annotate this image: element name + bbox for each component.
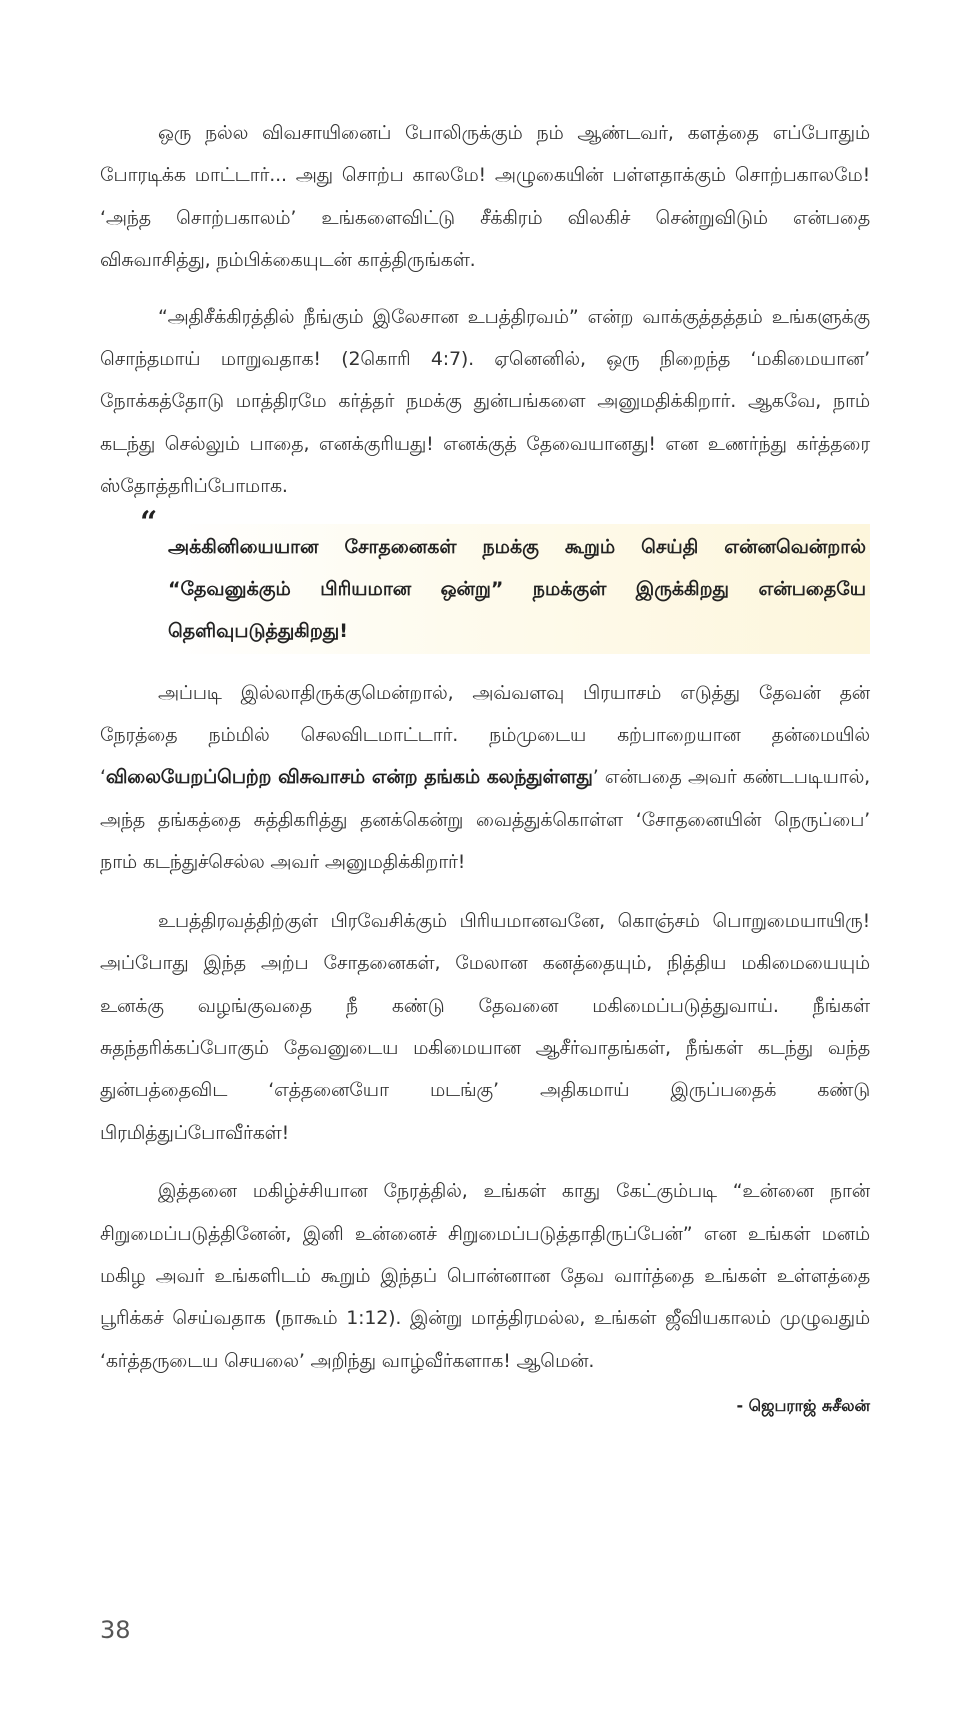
paragraph-3 xyxy=(100,672,870,884)
page-content xyxy=(100,112,870,1417)
paragraph-3-start: அப்படி இல்லாதிருக்குமென்றால், அவ்வளவு பிரயாசம் எடுத்து தேவன் தன் நேரத்தை நம்மில் செலவிடமாட்டார். நம்முடைய கற்பாறையான தன்மையில் ‘ xyxy=(100,681,870,789)
pull-quote-text: அக்கினியையான சோதனைகள் நமக்கு கூறும் செய்தி என்னவென்றால் “தேவனுக்கும் பிரியமான ஒன்று” நமக்குள் இருக்கிறது என்பதையே தெளிவுபடுத்துகிறது! xyxy=(164,524,870,654)
paragraph-3-emphasis: விலையேறப்பெற்ற விசுவாசம் என்ற தங்கம் கலந்துள்ளது xyxy=(105,766,593,789)
pull-quote xyxy=(100,504,870,654)
author-signature: - ஜெபராஜ் சுசீலன் xyxy=(736,1396,870,1416)
paragraph-4: உபத்திரவத்திற்குள் பிரவேசிக்கும் பிரியமானவனே, கொஞ்சம் பொறுமையாயிரு! அப்போது இந்த அற்ப சோதனைகள், மேலான கனத்தையும், நித்திய மகிமையையும் உனக்கு வழங்குவதை நீ கண்டு தேவனை மகிமைப்படுத்துவாய். நீங்கள் சுதந்தரிக்கப்போகும் தேவனுடைய மகிமையான ஆசீர்வாதங்கள், நீங்கள் கடந்து வந்த துன்பத்தைவிட ‘எத்தனையோ மடங்கு’ அதிகமாய் இருப்பதைக் கண்டு பிரமித்துப்போவீர்கள்! xyxy=(100,909,870,1144)
page-number: 38 xyxy=(100,1616,131,1644)
paragraph-3-end: ’ என்பதை அவர் கண்டபடியால், அந்த தங்கத்தை சுத்திகரித்து தனக்கென்று வைத்துக்கொள்ள ‘சோதனையின் நெருப்பை’ நாம் கடந்துச்செல்ல அவர் அனுமதிக்கிறார்! xyxy=(100,766,871,874)
paragraph-1: ஒரு நல்ல விவசாயினைப் போலிருக்கும் நம் ஆண்டவர், களத்தை எப்போதும் போரடிக்க மாட்டார்... அது சொற்ப காலமே! அழுகையின் பள்ளதாக்கும் சொற்பகாலமே! ‘அந்த சொற்பகாலம்’ உங்களைவிட்டு சீக்கிரம் விலகிச் சென்றுவிடும் என்பதை விசுவாசித்து, நம்பிக்கையுடன் காத்திருங்கள். xyxy=(100,122,870,272)
paragraph-5: இத்தனை மகிழ்ச்சியான நேரத்தில், உங்கள் காது கேட்கும்படி “உன்னை நான் சிறுமைப்படுத்தினேன், இனி உன்னைச் சிறுமைப்படுத்தாதிருப்பேன்” என உங்கள் மனம் மகிழ அவர் உங்களிடம் கூறும் இந்தப் பொன்னான தேவ வார்த்தை உங்கள் உள்ளத்தை பூரிக்கச் செய்வதாக (நாகூம் 1:12). இன்று மாத்திரமல்ல, உங்கள் ஜீவியகாலம் முழுவதும் ‘கர்த்தருடைய செயலை’ அறிந்து வாழ்வீர்களாக! ஆமென். xyxy=(100,1180,870,1372)
quote-mark-icon: “ xyxy=(140,504,158,540)
paragraph-2: “அதிசீக்கிரத்தில் நீங்கும் இலேசான உபத்திரவம்” என்ற வாக்குத்தத்தம் உங்களுக்கு சொந்தமாய் மாறுவதாக! (2கொரி 4:7). ஏனெனில், ஒரு நிறைந்த ‘மகிமையான’ நோக்கத்தோடு மாத்திரமே கர்த்தர் நமக்கு துன்பங்களை அனுமதிக்கிறார். ஆகவே, நாம் கடந்து செல்லும் பாதை, எனக்குரியது! எனக்குத் தேவையானது! என உணர்ந்து கர்த்தரை ஸ்தோத்தரிப்போமாக. xyxy=(100,305,870,498)
